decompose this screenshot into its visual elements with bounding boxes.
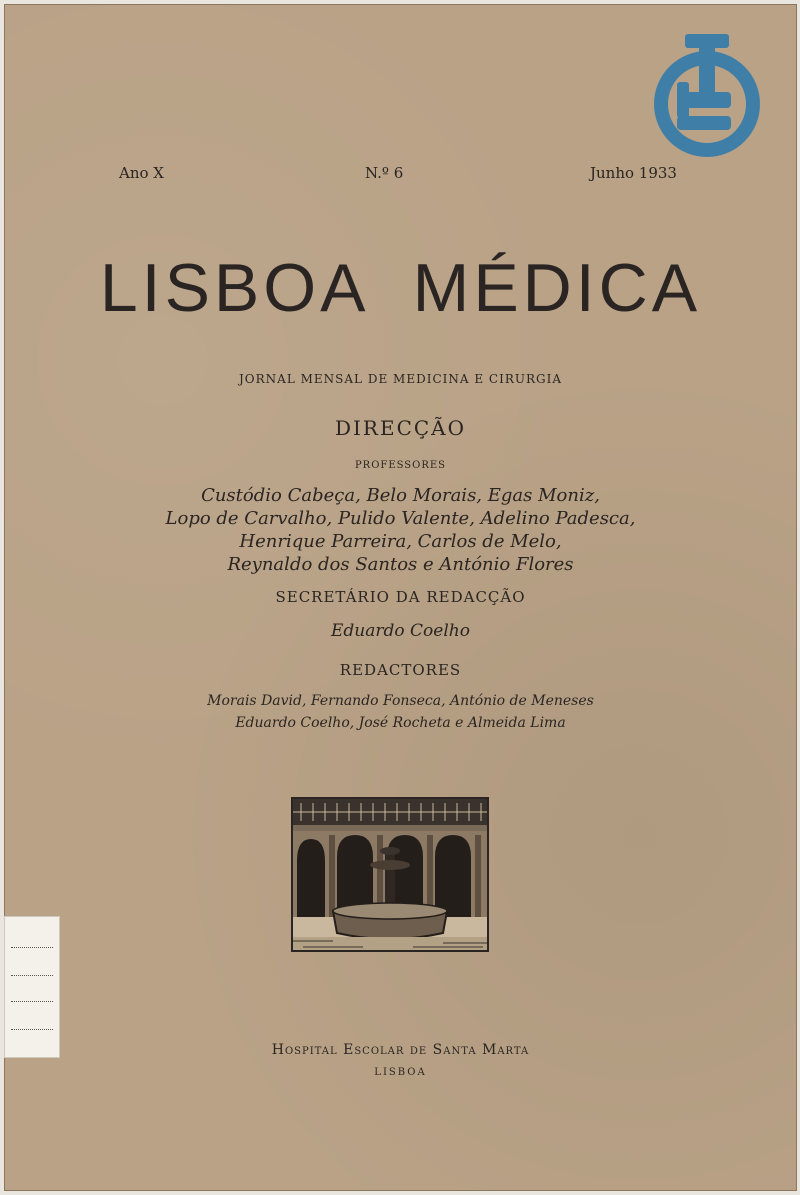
journal-title: LISBOA MÉDICA: [99, 250, 702, 326]
redactores-heading: REDACTORES: [339, 661, 462, 679]
cloister-fountain-engraving: [291, 797, 489, 952]
label-line: [11, 947, 53, 948]
redactores-line: Eduardo Coelho, José Rocheta e Almeida Lima: [235, 715, 566, 731]
label-line: [11, 1001, 53, 1002]
directors-list: [4, 484, 797, 576]
professores-heading: PROFESSORES: [354, 460, 447, 471]
directors-line: Henrique Parreira, Carlos de Melo,: [239, 531, 562, 552]
label-line: [11, 1029, 53, 1030]
secretario-name: Eduardo Coelho: [331, 621, 470, 641]
library-stamp-icon: [647, 24, 767, 164]
secretario-heading: SECRETÁRIO DA REDACÇÃO: [275, 588, 526, 606]
library-label: [4, 916, 60, 1058]
journal-cover: [4, 4, 797, 1191]
label-line: [11, 975, 53, 976]
directors-line: Lopo de Carvalho, Pulido Valente, Adelino Padesca,: [165, 508, 636, 529]
directors-line: Reynaldo dos Santos e António Flores: [227, 554, 574, 575]
redactores-list: [4, 690, 797, 734]
publisher-name: [4, 1042, 797, 1058]
publisher-city: LISBOA: [374, 1067, 427, 1078]
journal-subtitle: JORNAL MENSAL DE MEDICINA E CIRURGIA: [238, 372, 563, 386]
direccao-heading: DIRECÇÃO: [334, 416, 467, 440]
issue-number: N.º 6: [365, 164, 404, 182]
directors-line: Custódio Cabeça, Belo Morais, Egas Moniz,: [201, 485, 600, 506]
issue-date: Junho 1933: [590, 164, 677, 182]
volume-year: Ano X: [119, 164, 164, 182]
engraving-illustration: [293, 799, 487, 950]
redactores-line: Morais David, Fernando Fonseca, António de Meneses: [207, 693, 594, 709]
publisher-name-text: Hospital Escolar de Santa Marta: [271, 1042, 530, 1058]
